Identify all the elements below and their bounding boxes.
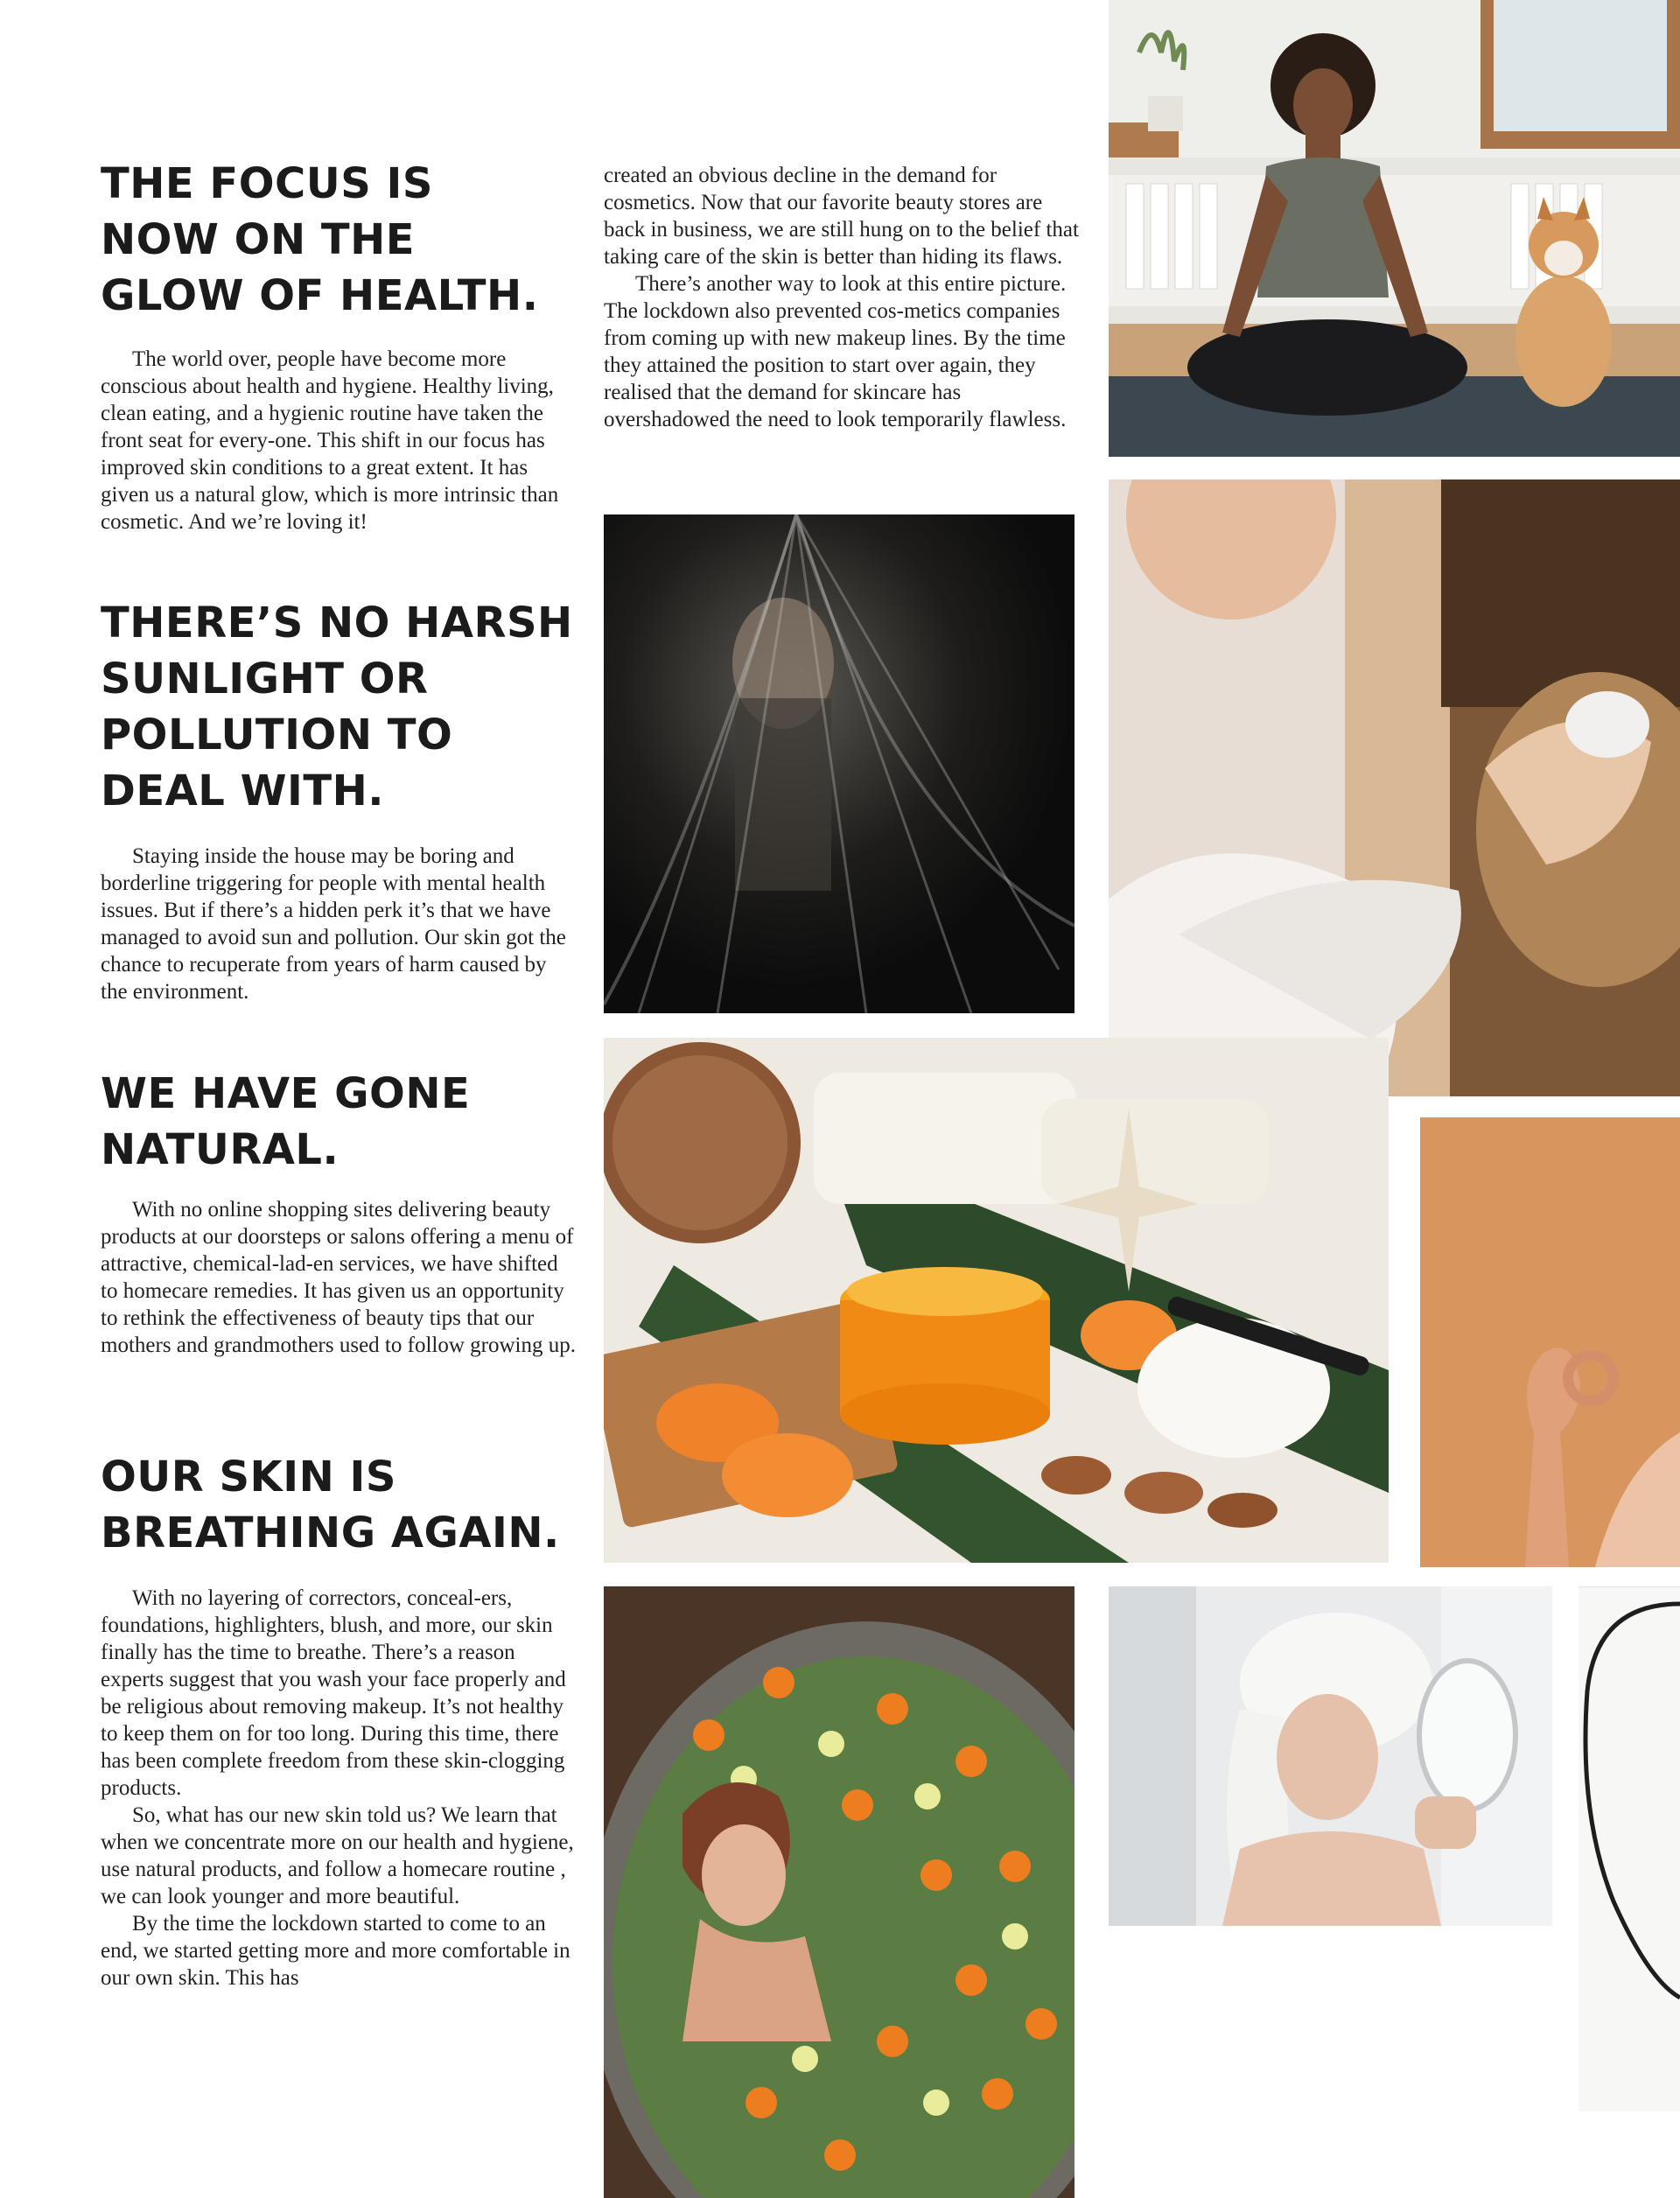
photo-citrus-bath (604, 1586, 1074, 2198)
paragraph: There’s another way to look at this entire picture. The lockdown also prevented cos-metics companies from coming up with new makeup lines. By the time they attained the position to start over again, they realised that the demand for skincare has overshadowed the need to look temporarily flawless. (604, 272, 1067, 431)
column2-body (604, 162, 1081, 433)
photo-skincare-flatlay (604, 1038, 1389, 1563)
section-body-breathing (101, 1585, 578, 1992)
section-body-sunlight (101, 843, 578, 1005)
paragraph: With no online shopping sites delivering beauty products at our doorsteps or salons offering a menu of attractive, chemical-lad-en services, we have shifted to homecare remedies. It has given us an opportunity to rethink the effectiveness of beauty tips that our mothers and grandmothers used to follow growing up. (101, 1198, 576, 1357)
section-heading-glow: THE FOCUS IS NOW ON THE GLOW OF HEALTH. (101, 159, 539, 320)
section-heading-sunlight: THERE’S NO HARSH SUNLIGHT OR POLLUTION TO DEAL WITH. (101, 598, 573, 816)
photo-towel-portrait (1109, 1586, 1552, 1926)
paragraph: With no layering of correctors, conceal-ers, foundations, highlighters, blush, and more, our skin finally has the time to breathe. There’s a reason experts suggest that you wash your face properly and be religious about removing makeup. It’s not healthy to keep them on for too long. During this time, there has been complete freedom from these skin-clogging products. (101, 1586, 566, 1800)
photo-partial-frame (1578, 1586, 1680, 2111)
section-heading-breathing: OUR SKIN IS BREATHING AGAIN. (101, 1452, 560, 1558)
paragraph: The world over, people have become more conscious about health and hygiene. Healthy living, clean eating, and a hygienic routine have taken the front seat for every-one. This shift in our focus has improved skin conditions to a great extent. It has given us a natural glow, which is more intrinsic than cosmetic. And we’re loving it! (101, 347, 559, 534)
paragraph: So, what has our new skin told us? We learn that when we concentrate more on our health and hygiene, use natural products, and follow a homecare routine , we can look younger and more beautiful. (101, 1803, 574, 1908)
section-body-natural (101, 1196, 578, 1359)
paragraph: Staying inside the house may be boring and borderline triggering for people with mental health issues. But if there’s a hidden perk it’s that we have managed to avoid sun and pollution. Our skin got the chance to recuperate from years of harm caused by the environment. (101, 844, 566, 1004)
photo-peach-hand (1420, 1117, 1680, 1567)
paragraph: By the time the lockdown started to come to an end, we started getting more and more comfortable in our own skin. This has (101, 1912, 570, 1990)
section-heading-natural: WE HAVE GONE NATURAL. (101, 1069, 471, 1174)
photo-meditation (1109, 0, 1680, 457)
section-body-glow (101, 346, 578, 536)
photo-plastic-veil (604, 514, 1074, 1013)
photo-hand-closeup (1109, 480, 1680, 1096)
paragraph-continuation: created an obvious decline in the demand for cosmetics. Now that our favorite beauty stores are back in business, we are still hung on to the belief that taking care of the skin is better than hiding its flaws. (604, 164, 1079, 269)
